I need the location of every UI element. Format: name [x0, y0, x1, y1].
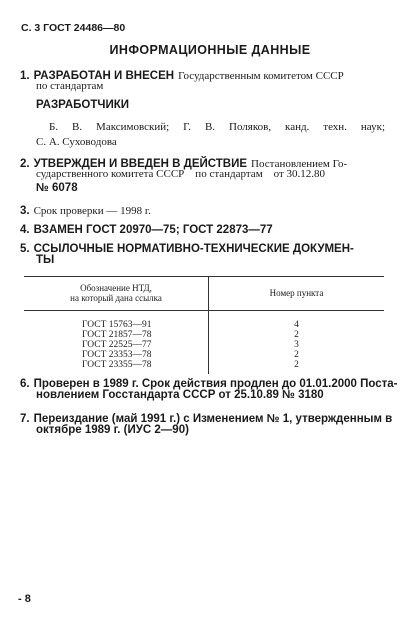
- page-number: - 8: [18, 593, 31, 605]
- table-cell-item: 4: [294, 320, 299, 330]
- section-7-number: 7.: [20, 413, 30, 425]
- reference-table: [24, 276, 384, 374]
- table-cell-document: ГОСТ 23353—78: [24, 350, 209, 360]
- section-4-text: ВЗАМЕН ГОСТ 20970—75; ГОСТ 22873—77: [33, 224, 273, 236]
- table-row: [24, 360, 384, 374]
- section-6-text-cont: новлением Госстандарта СССР от 25.10.89 № 3180: [36, 389, 324, 401]
- section-2-line-2: сударственного комитета СССР по стандартам от 30.12.80: [36, 168, 326, 180]
- section-6-number: 6.: [20, 378, 30, 390]
- section-1-heading: РАЗРАБОТАН И ВНЕСЕН: [33, 70, 175, 82]
- section-5-number: 5.: [20, 243, 30, 255]
- developers-line-2: С. А. Суховодова: [36, 136, 117, 148]
- table-row: [24, 330, 384, 340]
- section-2-text: Постановлением Го-: [251, 158, 348, 170]
- section-3-text: Срок проверки — 1998 г.: [33, 205, 151, 217]
- col-header-document: Обозначение НТД, на который дана ссылка: [24, 277, 209, 311]
- table-cell-document: ГОСТ 23355—78: [24, 360, 209, 374]
- developers-line-1: Б. В. Максимовский; Г. В. Поляков, канд. техн. наук;: [49, 121, 385, 133]
- section-2-number: 2.: [20, 158, 30, 170]
- section-4: [20, 220, 273, 238]
- section-1-text-cont: по стандартам: [36, 80, 104, 92]
- section-5-heading: ССЫЛОЧНЫЕ НОРМАТИВНО-ТЕХНИЧЕСКИЕ ДОКУМЕН-: [33, 243, 354, 255]
- col-header-item-number: Номер пункта: [209, 277, 385, 311]
- section-1-text: Государственным комитетом СССР: [178, 70, 344, 82]
- table-cell-item: 2: [294, 350, 299, 360]
- running-header: С. 3 ГОСТ 24486—80: [21, 22, 126, 34]
- section-title: ИНФОРМАЦИОННЫЕ ДАННЫЕ: [109, 43, 311, 57]
- table-cell-item: 3: [294, 340, 299, 350]
- table-cell-item: 2: [294, 360, 299, 370]
- section-3: [20, 201, 151, 219]
- table-row: [24, 350, 384, 360]
- table-row: [24, 340, 384, 350]
- section-4-number: 4.: [20, 224, 30, 236]
- table-cell-document: ГОСТ 22525—77: [24, 340, 209, 350]
- table-cell-item: 2: [294, 330, 299, 340]
- developers-label: РАЗРАБОТЧИКИ: [36, 99, 129, 111]
- section-6-text: Проверен в 1989 г. Срок действия продлен до 01.01.2000 Поста-: [33, 378, 398, 390]
- table-header-row: [24, 277, 384, 311]
- table-spacer-row: [24, 311, 384, 321]
- section-7-text: Переиздание (май 1991 г.) с Изменением № 1, утвержденным в: [33, 413, 393, 425]
- table-row: [24, 320, 384, 330]
- table-cell-document: ГОСТ 21857—78: [24, 330, 209, 340]
- section-5: [20, 239, 354, 257]
- section-3-number: 3.: [20, 205, 30, 217]
- section-7-text-cont: октябре 1989 г. (ИУС 2—90): [36, 424, 189, 436]
- section-1-number: 1.: [20, 70, 30, 82]
- table-cell-document: ГОСТ 15763—91: [24, 320, 209, 330]
- section-5-heading-cont: ТЫ: [36, 254, 55, 266]
- section-2-heading: УТВЕРЖДЕН И ВВЕДЕН В ДЕЙСТВИЕ: [33, 158, 248, 170]
- section-2-line-3: № 6078: [36, 182, 78, 194]
